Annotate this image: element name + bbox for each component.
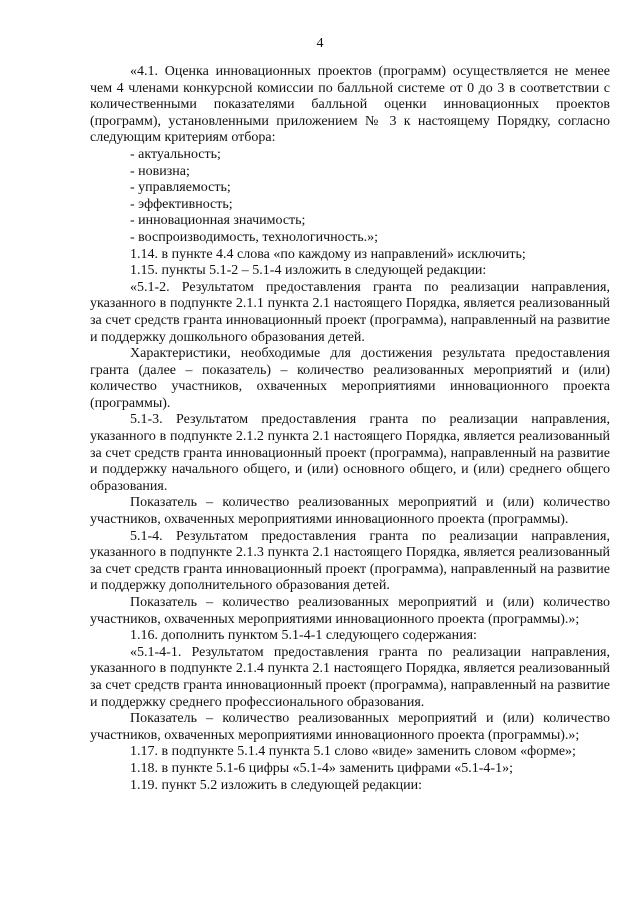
paragraph-1-17: 1.17. в подпункте 5.1.4 пункта 5.1 слово «виде» заменить словом «форме»; [130,744,576,760]
paragraph-5-1-4: 5.1-4. Результатом предоставления гранта по реализации направления, указанного в подпункте 2.1.3 пункта 2.1 настоящего Порядка, является реализованный за счет средств гранта инновационный проект (программа), направленный на развитие и поддержку дополнительного образования детей. [90,528,610,594]
paragraph-4-1: «4.1. Оценка инновационных проектов (программ) осуществляется не менее чем 4 членами конкурсной комиссии по балльной системе от 0 до 3 в соответствии с количественными показателями балльной оценки инновационных проектов (программ), установленными приложением № 3 к настоящему Порядку, согласно следующим критериям отбора: [90,64,610,146]
paragraph-1-14: 1.14. в пункте 4.4 слова «по каждому из направлений» исключить; [130,246,526,262]
paragraph-1-18: 1.18. в пункте 5.1-6 цифры «5.1-4» заменить цифрами «5.1-4-1»; [130,760,513,776]
paragraph-5-1-2: «5.1-2. Результатом предоставления гранта по реализации направления, указанного в подпункте 2.1.1 пункта 2.1 настоящего Порядка, является реализованный за счет средств гранта инновационный проект (программа), направленный на развитие и поддержку дошкольного образования детей. [90,279,610,345]
document-body [90,64,610,794]
paragraph-1-19: 1.19. пункт 5.2 изложить в следующей редакции: [130,777,422,793]
list-item: - эффективность; [130,196,233,212]
list-item: - управляемость; [130,180,231,196]
paragraph-indicator-3: Показатель – количество реализованных мероприятий и (или) количество участников, охваченных мероприятиями инновационного проекта (программы).»; [90,711,610,743]
paragraph-5-1-4-1: «5.1-4-1. Результатом предоставления гранта по реализации направления, указанного в подпункте 2.1.4 пункта 2.1 настоящего Порядка, является реализованный за счет средств гранта инновационный проект (программа), направленный на развитие и поддержку среднего профессионального образования. [90,644,610,710]
list-item: - инновационная значимость; [130,213,306,229]
paragraph-1-16: 1.16. дополнить пунктом 5.1-4-1 следующего содержания: [130,628,477,644]
paragraph-indicator-1: Показатель – количество реализованных мероприятий и (или) количество участников, охваченных мероприятиями инновационного проекта (программы). [90,495,610,528]
criteria-list [90,147,610,247]
list-item: - новизна; [130,163,190,179]
paragraph-5-1-3: 5.1-3. Результатом предоставления гранта по реализации направления, указанного в подпункте 2.1.2 пункта 2.1 настоящего Порядка, является реализованный за счет средств гранта инновационный проект (программа), направленный на развитие и поддержку начального общего, и (или) основного общего, и (или) среднего общего образования. [90,412,610,494]
list-item: - актуальность; [130,146,221,162]
paragraph-indicator-2: Показатель – количество реализованных мероприятий и (или) количество участников, охваченных мероприятиями инновационного проекта (программы).»; [90,595,610,627]
page-number: 4 [316,36,324,51]
paragraph-1-15: 1.15. пункты 5.1-2 – 5.1-4 изложить в следующей редакции: [130,263,487,279]
list-item: - воспроизводимость, технологичность.»; [130,229,379,245]
paragraph-characteristics: Характеристики, необходимые для достижения результата предоставления гранта (далее – показатель) – количество реализованных мероприятий и (или) количество участников, охваченных мероприятиями инновационного проекта (программы). [90,346,610,411]
